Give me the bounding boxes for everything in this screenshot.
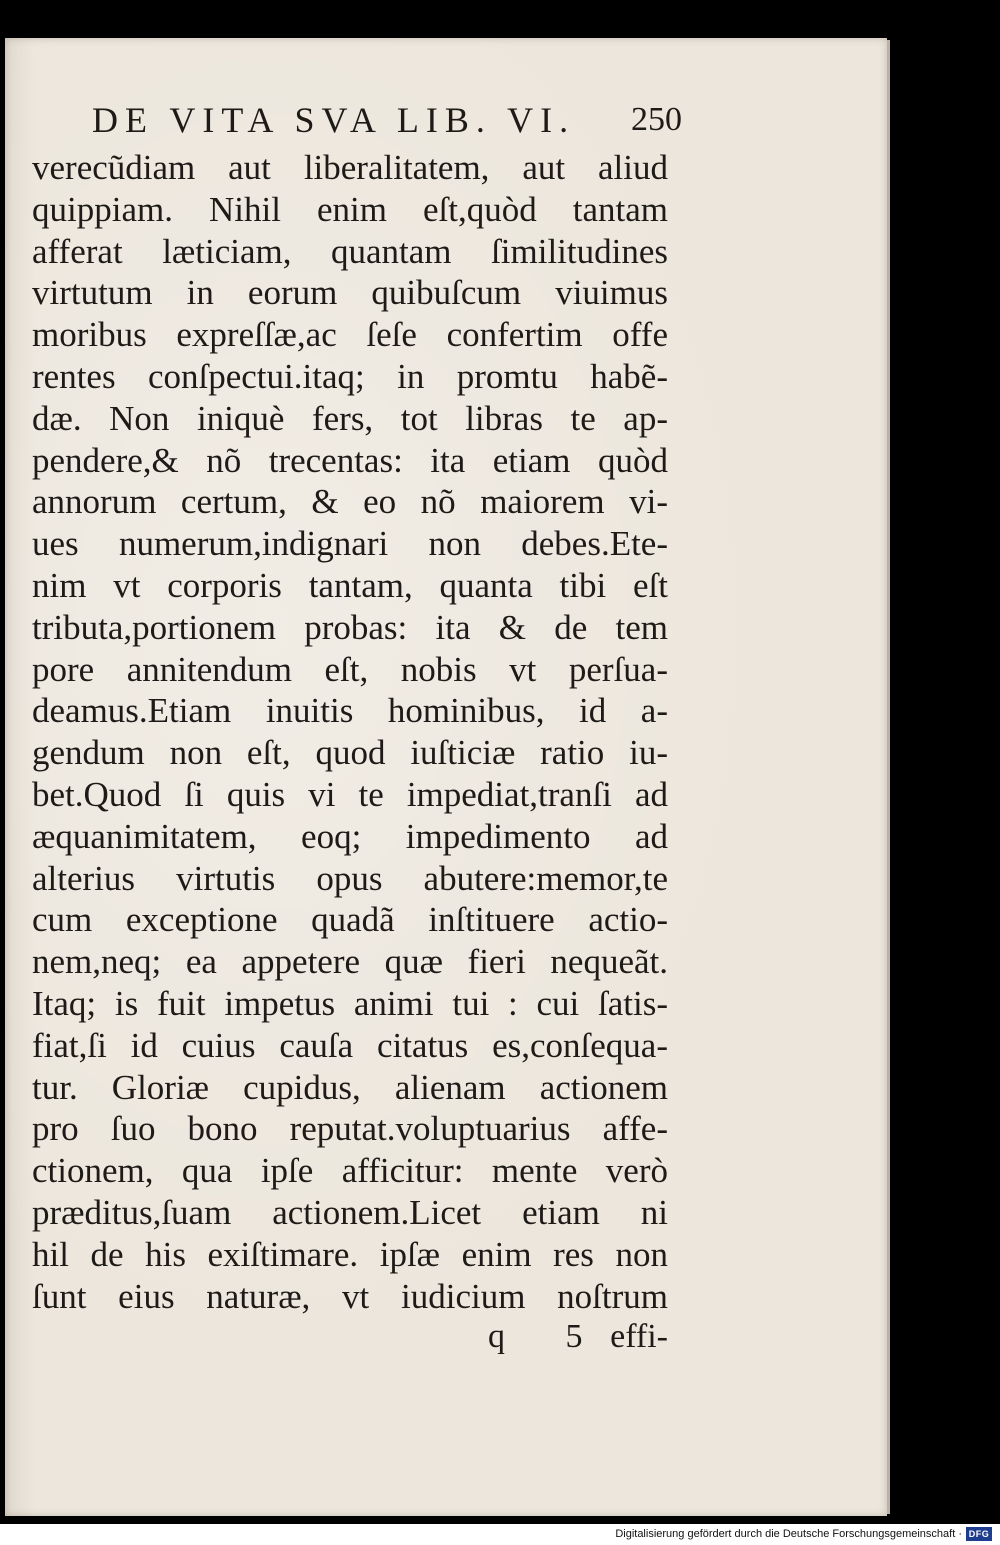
- text-line: hil de his exiſtimare. ipſæ enim res non: [32, 1234, 668, 1274]
- text-line: tur. Gloriæ cupidus, alienam actionem: [32, 1067, 668, 1107]
- text-line: deamus.Etiam inuitis hominibus, id a-: [32, 691, 668, 731]
- text-line: æquanimitatem, eoq; impedimento ad: [32, 816, 668, 856]
- text-line: dæ. Non iniquè fers, tot libras te ap-: [32, 398, 668, 438]
- body-text: [32, 147, 668, 1317]
- text-line: afferat læticiam, quantam ſimilitudines: [32, 231, 668, 271]
- text-line: bet.Quod ſi quis vi te impediat,tranſi ad: [32, 774, 668, 814]
- catchword: effi-: [610, 1318, 668, 1355]
- text-line: quippiam. Nihil enim eſt,quòd tantam: [32, 189, 668, 229]
- text-line: pore annitendum eſt, nobis vt perſua-: [32, 649, 668, 689]
- text-line: annorum certum, & eo nõ maiorem vi-: [32, 482, 668, 522]
- text-line: gendum non eſt, quod iuſticiæ ratio iu-: [32, 733, 668, 773]
- dfg-logo: DFG: [966, 1527, 992, 1541]
- text-line: verecũdiam aut liberalitatem, aut aliud: [32, 148, 668, 187]
- text-line: alterius virtutis opus abutere:memor,te: [32, 858, 668, 898]
- signature-mark: q 5: [488, 1318, 609, 1355]
- text-line: nem,neq; ea appetere quæ fieri nequeãt.: [32, 942, 668, 982]
- page-number: 250: [631, 101, 682, 138]
- text-line: moribus expreſſæ,ac ſeſe confertim offe: [32, 315, 668, 355]
- text-line: fiat,ſi id cuius cauſa citatus es,conſequa-: [32, 1025, 668, 1065]
- text-line: ues numerum,indignari non debes.Ete-: [32, 524, 668, 564]
- page-edge: [887, 40, 890, 1514]
- text-line: præditus,ſuam actionem.Licet etiam ni: [32, 1192, 668, 1232]
- text-line: cum exceptione quadã inſtituere actio-: [32, 900, 668, 940]
- catchline: [488, 1315, 668, 1359]
- text-line: Itaq; is fuit impetus animi tui : cui ſatis-: [32, 983, 668, 1023]
- text-line: pendere,& nõ trecentas: ita etiam quòd: [32, 440, 668, 480]
- funding-credit: Digitalisierung gefördert durch die Deutsche Forschungsgemeinschaft ·: [615, 1528, 962, 1540]
- running-title: DE VITA SVA LIB. VI.: [92, 100, 576, 140]
- text-line: pro ſuo bono reputat.voluptuarius affe-: [32, 1109, 668, 1149]
- text-line: ſunt eius naturæ, vt iudicium noſtrum: [32, 1276, 668, 1316]
- text-line: tributa,portionem probas: ita & de tem: [32, 607, 668, 647]
- text-line: rentes conſpectui.itaq; in promtu habẽ-: [32, 356, 668, 396]
- text-line: virtutum in eorum quibuſcum viuimus: [32, 273, 668, 313]
- footer-bar: [0, 1524, 1000, 1545]
- page-header: [92, 96, 682, 144]
- text-line: nim vt corporis tantam, quanta tibi eſt: [32, 565, 668, 605]
- text-line: ctionem, qua ipſe afficitur: mente verò: [32, 1151, 668, 1191]
